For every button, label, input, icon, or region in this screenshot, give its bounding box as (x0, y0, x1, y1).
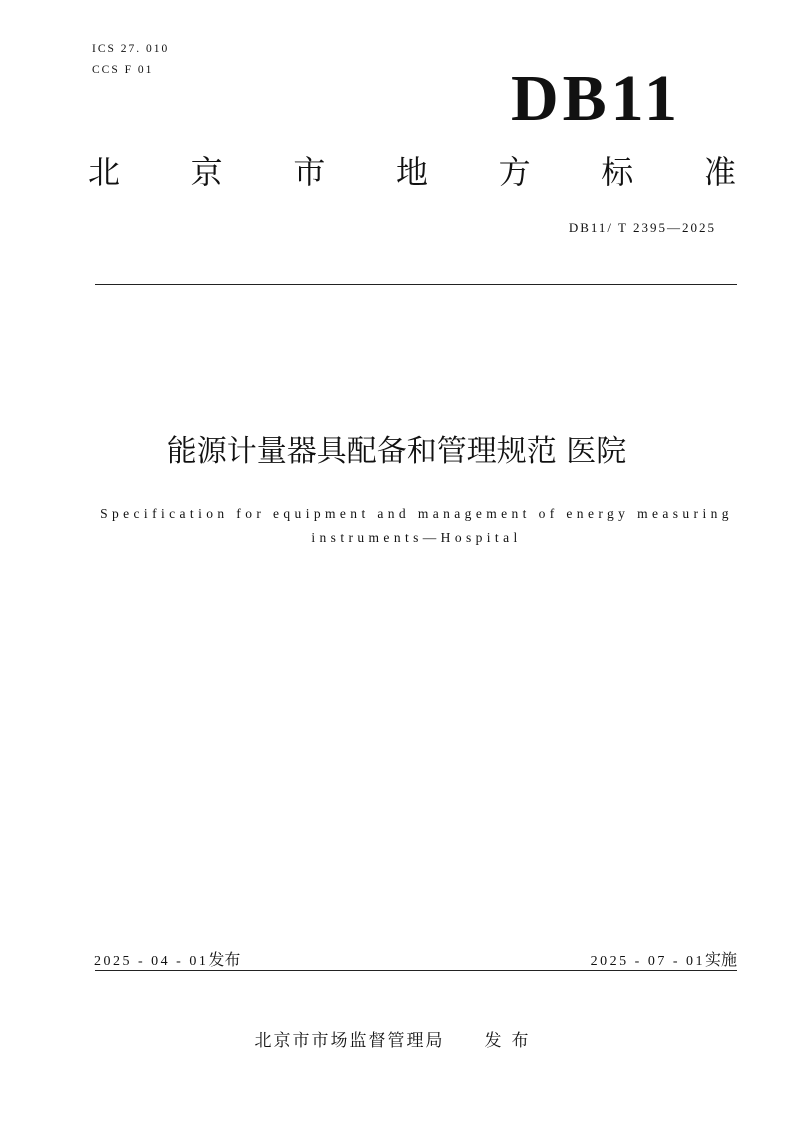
publish-date: 2025 - 04 - 01 (94, 954, 209, 969)
ics-code: ICS 27. 010 (92, 43, 170, 55)
classification-codes (92, 39, 169, 81)
document-title-english (60, 502, 773, 550)
standard-number: DB11/ T 2395—2025 (568, 220, 716, 235)
english-title-line-1: Specification for equipment and management of energy measuring (100, 506, 733, 521)
standard-type-char: 京 (190, 153, 223, 191)
implement-label: 实施 (704, 950, 737, 969)
standard-type-char: 准 (703, 153, 736, 191)
issuer-line (0, 1026, 793, 1051)
standard-type-heading (88, 152, 736, 192)
standard-type-char: 方 (498, 153, 531, 191)
issuer-name: 北京市市场监督管理局 (254, 1031, 445, 1051)
bottom-divider (95, 970, 737, 971)
issuer-action: 发布 (484, 1031, 539, 1051)
implement-date: 2025 - 07 - 01 (590, 954, 705, 969)
standard-type-char: 标 (601, 153, 634, 191)
publish-date-block (94, 947, 240, 970)
standard-type-char: 市 (293, 153, 326, 191)
standard-type-char: 地 (395, 153, 428, 191)
publish-label: 发布 (208, 950, 241, 969)
document-title-chinese: 能源计量器具配备和管理规范 医院 (166, 434, 627, 469)
standard-type-char: 北 (88, 153, 121, 191)
ccs-code: CCS F 01 (92, 64, 154, 76)
english-title-line-2: instruments—Hospital (311, 530, 522, 545)
top-divider (95, 284, 737, 285)
implement-date-block (591, 947, 737, 970)
db11-logo: DB11 (510, 62, 681, 135)
